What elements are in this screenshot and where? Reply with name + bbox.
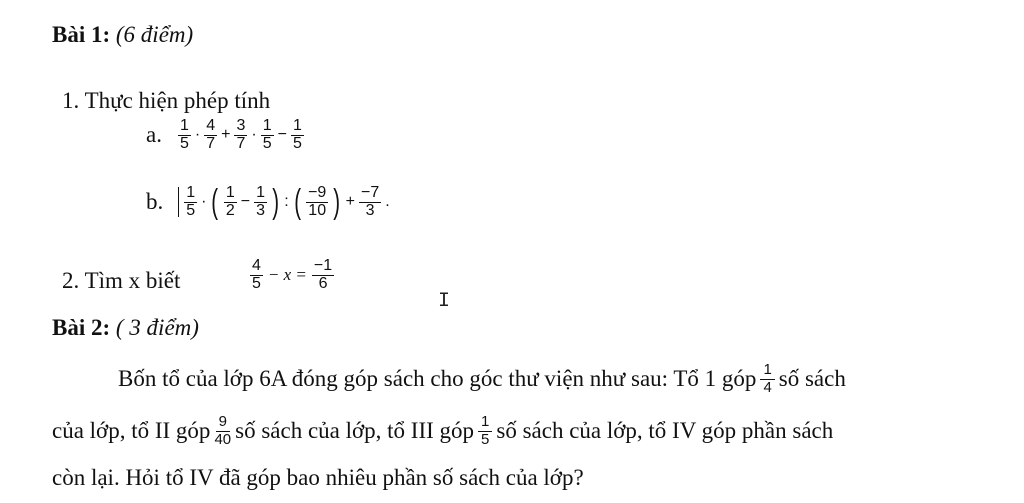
qa-expression: $\frac{1}{5}$ · $\frac{4}{7}$ + $\frac{3}{7}$ · $\frac{1}{5}$ − $\frac{1}{5}$ [179, 117, 302, 152]
q2-label: 2. Tìm x biết [62, 268, 181, 293]
fraction: $\frac{4}{5}$ [252, 257, 261, 292]
fraction: $\frac{-7}{3}$ [361, 184, 380, 219]
fraction: $\frac{-1}{6}$ [313, 257, 333, 292]
abs-bar [178, 187, 179, 217]
para-line-3: còn lại. Hỏi tổ IV đã góp bao nhiêu phần số sách của lớp? [52, 465, 584, 490]
qb-expression: $\frac{1}{5}$ · ( $\frac{1}{2}$ − $\frac{1}{3}$ ) : ( $\frac{-9}{10}$ ) + $\frac{-7}{3}$ . [175, 185, 391, 220]
fraction: $\frac{1}{5}$ [186, 184, 196, 219]
fraction: $\frac{1}{3}$ [256, 184, 265, 219]
q2-equation: $\frac{4}{5}$ − x = $\frac{-1}{6}$ [252, 257, 333, 292]
fraction: $\frac{1}{5}$ [292, 117, 302, 152]
para-line-1: Bốn tổ của lớp 6A đóng góp sách cho góc thư viện như sau: Tổ 1 góp $\frac{1}{4}$ số sách [118, 361, 846, 396]
fraction: $\frac{-9}{10}$ [308, 184, 327, 219]
text-cursor-icon: I [438, 290, 451, 313]
fraction: $\frac{1}{5}$ [478, 414, 492, 448]
qb-row [146, 185, 392, 220]
fraction: $\frac{9}{40}$ [214, 413, 232, 448]
qb-label: b. [146, 189, 164, 215]
qa-label: a. [146, 122, 162, 148]
fraction: $\frac{1}{5}$ [262, 117, 272, 152]
fraction: $\frac{1}{2}$ [225, 184, 235, 219]
bai2-heading [52, 315, 199, 341]
bai1-heading [52, 22, 193, 48]
fraction: $\frac{3}{7}$ [236, 117, 246, 152]
fraction: $\frac{1}{4}$ [760, 362, 774, 396]
fraction: $\frac{1}{5}$ [179, 117, 189, 152]
bai2-points: ( 3 điểm) [115, 315, 199, 340]
bai1-title: Bài 1: [52, 22, 111, 47]
bai2-title: Bài 2: [52, 315, 111, 340]
bai1-points: (6 điểm) [115, 22, 194, 47]
para-line-2: của lớp, tổ II góp $\frac{9}{40}$ số sách của lớp, tổ III góp $\frac{1}{5}$ số sách của lớp, tổ IV góp phần sách [52, 413, 834, 448]
q1-label: 1. Thực hiện phép tính [62, 88, 271, 113]
fraction: $\frac{4}{7}$ [206, 117, 216, 152]
qa-row [146, 118, 306, 153]
